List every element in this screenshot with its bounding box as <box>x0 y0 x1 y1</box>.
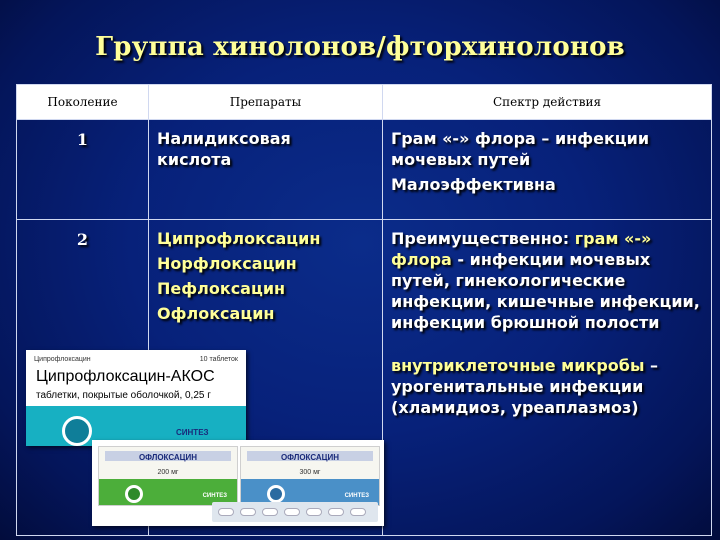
spectrum-paragraph <box>391 355 705 418</box>
spectrum-highlight: грам «-» флора <box>391 229 652 269</box>
generation-cell: 1 <box>17 120 149 220</box>
spectrum-rest: - инфекции мочевых путей, гинекологические инфекции, кишечные инфекции, инфекции брюшной полости <box>391 250 700 332</box>
pill <box>306 508 322 516</box>
box-logo <box>125 485 143 503</box>
box-name: ОФЛОКСАЦИН <box>280 453 340 462</box>
pill <box>218 508 234 516</box>
box-name: ОФЛОКСАЦИН <box>138 453 198 462</box>
drugs-cell <box>149 120 383 220</box>
drug-name: кислота <box>157 150 232 169</box>
spectrum-highlight: внутриклеточные микробы <box>391 356 645 375</box>
pill <box>350 508 366 516</box>
drug-name: Налидиксовая <box>157 129 291 148</box>
header-drugs: Препараты <box>149 85 383 120</box>
box-dose: 300 мг <box>299 469 321 476</box>
oflox-box-green <box>98 446 238 506</box>
package-brand: Ципрофлоксацин-АКОС <box>36 368 215 385</box>
drug-name: Пефлоксацин <box>157 279 286 298</box>
blister-strip <box>212 502 378 522</box>
package-subtitle: таблетки, покрытые оболочкой, 0,25 г <box>36 390 211 401</box>
spectrum-text: Грам «-» флора – инфекции мочевых путей <box>391 129 650 169</box>
generation-cell: 2 <box>17 220 149 536</box>
spectrum-prefix: Преимущественно: <box>391 229 575 248</box>
pill <box>240 508 256 516</box>
spectrum-rest: – урогенитальные инфекции (хламидиоз, уреаплазмоз) <box>391 356 658 417</box>
package-header-text: Ципрофлоксацин <box>34 356 91 363</box>
spectrum-cell <box>383 220 712 536</box>
table-row <box>17 120 712 220</box>
spectrum-note: Малоэффективна <box>391 175 556 194</box>
oflox-package-image <box>92 440 384 526</box>
pill <box>284 508 300 516</box>
drug-name: Офлоксацин <box>157 304 275 323</box>
oflox-box-blue <box>240 446 380 506</box>
drug-name: Ципрофлоксацин <box>157 229 321 248</box>
header-spectrum: Спектр действия <box>383 85 712 120</box>
box-maker: СИНТЕЗ <box>344 493 369 499</box>
box-logo <box>267 485 285 503</box>
drug-name: Норфлоксацин <box>157 254 297 273</box>
package-logo-circle <box>62 416 92 446</box>
pill <box>328 508 344 516</box>
box-maker: СИНТЕЗ <box>202 493 227 499</box>
spectrum-cell <box>383 120 712 220</box>
package-count-text: 10 таблеток <box>199 356 238 363</box>
spectrum-paragraph <box>391 228 705 333</box>
cipro-package-image <box>26 350 246 446</box>
pill <box>262 508 278 516</box>
box-dose: 200 мг <box>157 469 179 476</box>
package-maker: СИНТЕЗ <box>176 428 209 437</box>
table-header-row <box>17 85 712 120</box>
slide-title: Группа хинолонов/фторхинолонов <box>95 32 625 62</box>
header-generation: Поколение <box>17 85 149 120</box>
